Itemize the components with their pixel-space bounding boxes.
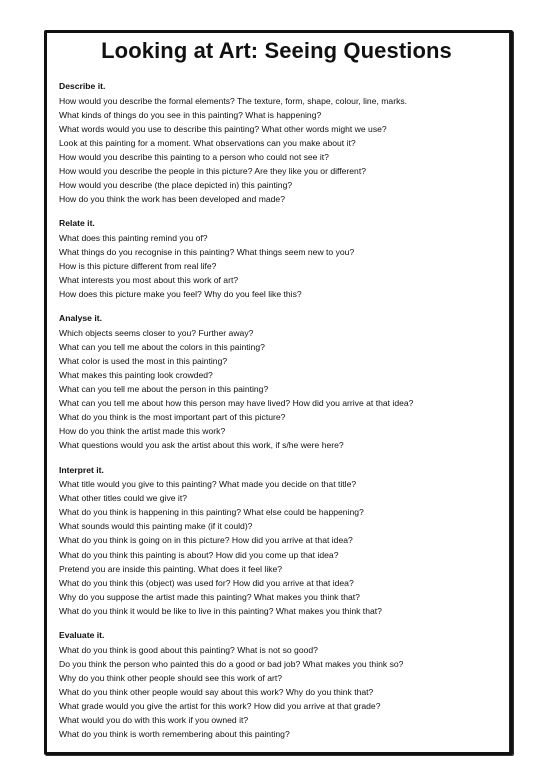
question-list (59, 80, 499, 752)
question-line: How do you think the artist made this work? (59, 426, 226, 437)
section (59, 312, 499, 452)
question-line: What do you think it would be like to live in this painting? What makes you think that? (59, 605, 382, 616)
section-heading: Analyse it. (59, 313, 102, 324)
question-line: Which objects seems closer to you? Further away? (59, 327, 254, 338)
section (59, 629, 499, 741)
question-line: Why do you think other people should see this work of art? (59, 672, 283, 683)
page-title: Looking at Art: Seeing Questions (101, 38, 452, 63)
question-line: What things do you recognise in this painting? What things seem new to you? (59, 246, 355, 257)
question-line: What sounds would this painting make (if it could)? (59, 521, 253, 532)
section-heading: Relate it. (59, 218, 95, 229)
section (59, 217, 499, 301)
question-line: What do you think this painting is about? How did you come up that idea? (59, 549, 339, 560)
question-line: How is this picture different from real life? (59, 260, 217, 271)
question-line: What do you think is the most important part of this picture? (59, 412, 286, 423)
question-line: What do you think is good about this painting? What is not so good? (59, 644, 318, 655)
question-line: What do you think is worth remembering about this painting? (59, 729, 290, 740)
question-line: What can you tell me about the colors in this painting? (59, 341, 265, 352)
question-line: Pretend you are inside this painting. What does it feel like? (59, 563, 283, 574)
question-line: Do you think the person who painted this do a good or bad job? What makes you think so? (59, 658, 404, 669)
question-line: What does this painting remind you of? (59, 232, 208, 243)
question-line: Look at this painting for a moment. What observations can you make about it? (59, 137, 356, 148)
question-line: How would you describe the formal elements? The texture, form, shape, colour, line, marks. (59, 95, 408, 106)
question-line: What do you think this (object) was used for? How did you arrive at that idea? (59, 577, 354, 588)
question-line: What other titles could we give it? (59, 493, 188, 504)
section-heading: Interpret it. (59, 464, 104, 475)
question-line: How does this picture make you feel? Why do you feel like this? (59, 289, 302, 300)
section-heading: Describe it. (59, 81, 106, 91)
question-line: What words would you use to describe this painting? What other words might we use? (59, 123, 387, 134)
question-line: What can you tell me about the person in this painting? (59, 384, 269, 395)
question-line: How would you describe the people in this picture? Are they like you or different? (59, 165, 367, 176)
question-line: How would you describe this painting to a person who could not see it? (59, 151, 329, 162)
question-line: Why do you suppose the artist made this painting? What makes you think that? (59, 591, 360, 602)
section (59, 80, 499, 206)
question-line: What interests you most about this work of art? (59, 275, 239, 286)
question-line: What do you think other people would say about this work? Why do you think that? (59, 686, 374, 697)
question-line: What do you think is going on in this picture? How did you arrive at that idea? (59, 535, 353, 546)
question-line: What title would you give to this painting? What made you decide on that title? (59, 479, 357, 490)
question-line: What questions would you ask the artist about this work, if s/he were here? (59, 440, 344, 451)
question-line: What would you do with this work if you owned it? (59, 714, 249, 725)
question-line: What color is used the most in this painting? (59, 355, 228, 366)
section (59, 464, 499, 618)
section-heading: Evaluate it. (59, 630, 105, 640)
question-line: What do you think is happening in this painting? What else could be happening? (59, 507, 364, 518)
question-line: How would you describe (the place depicted in) this painting? (59, 180, 293, 191)
question-line: What can you tell me about how this person may have lived? How did you arrive at that idea? (59, 398, 414, 409)
question-line: What kinds of things do you see in this painting? What is happening? (59, 109, 322, 120)
question-line: What grade would you give the artist for this work? How did you arrive at that grade? (59, 700, 381, 711)
question-line: How do you think the work has been developed and made? (59, 194, 285, 205)
question-line: What makes this painting look crowded? (59, 370, 213, 380)
